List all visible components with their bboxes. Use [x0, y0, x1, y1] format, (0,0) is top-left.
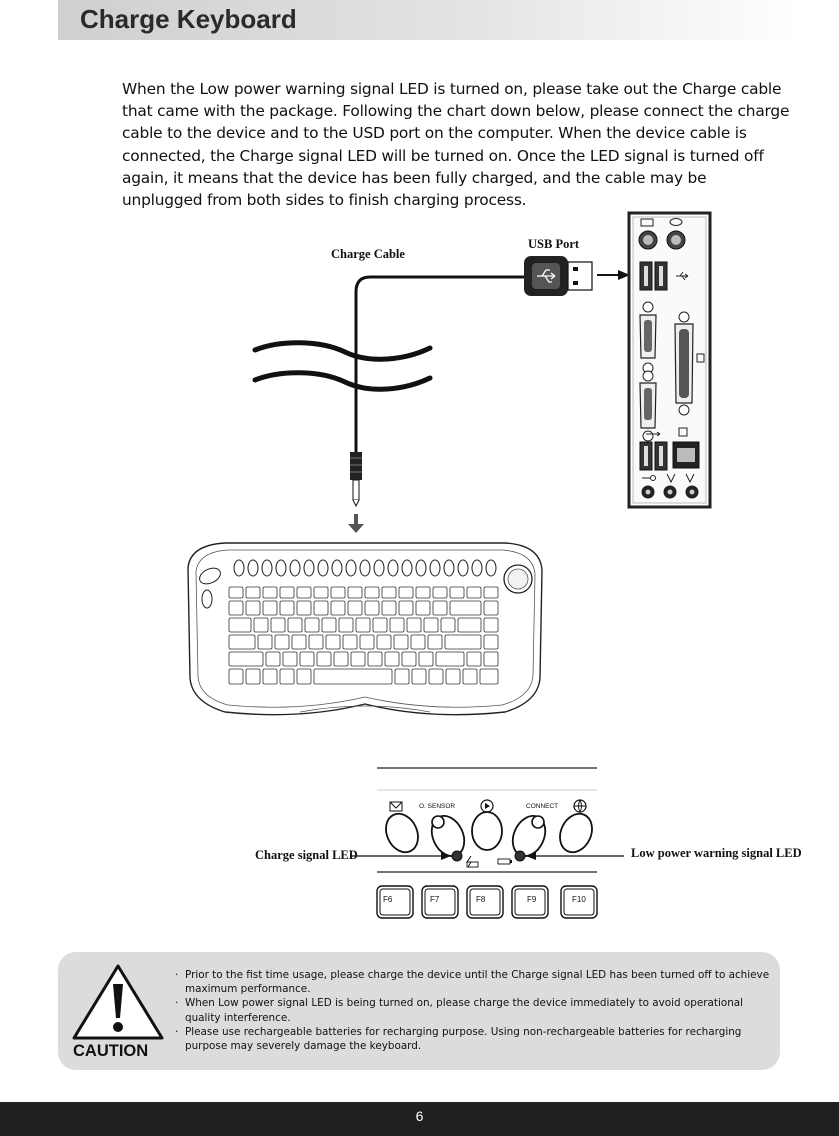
globe-icon	[574, 800, 586, 812]
fkey-f7: F7	[430, 895, 440, 904]
caution-note: · When Low power signal LED is being turned on, please charge the device immediately to avoid operational quality interference.	[175, 996, 775, 1024]
caution-note: · Prior to the fist time usage, please charge the device until the Charge signal LED has been turned off to achieve maximum performance.	[175, 968, 775, 996]
computer-back-panel	[629, 213, 710, 507]
fkey-row	[377, 886, 597, 918]
right-arrow-icon	[597, 270, 630, 280]
o-sensor-label: O. SENSOR	[419, 803, 456, 810]
connect-label: CONNECT	[526, 803, 559, 810]
charge-signal-led-label: Charge signal LED	[255, 848, 358, 862]
keyboard-illustration	[188, 543, 542, 715]
usb-plug-icon	[524, 256, 592, 296]
battery-icon	[498, 859, 512, 864]
led-detail-panel	[350, 768, 624, 918]
play-pause-icon	[481, 800, 493, 812]
cable-break-mark-top	[255, 343, 430, 360]
charge-cable-label: Charge Cable	[331, 247, 405, 261]
charge-signal-led	[452, 851, 462, 861]
fkey-f6: F6	[383, 895, 393, 904]
page-title: Charge Keyboard	[80, 4, 297, 34]
page-number: 6	[415, 1108, 424, 1124]
fkey-f8: F8	[476, 895, 486, 904]
low-power-led-label: Low power warning signal LED	[631, 846, 802, 860]
caution-note: · Please use rechargeable batteries for recharging purpose. Using non-rechargeable batteries for recharging purpose may severely damage the keyboard.	[175, 1025, 775, 1053]
down-arrow-icon	[348, 514, 364, 533]
usb-port-label: USB Port	[528, 237, 580, 251]
intro-paragraph: When the Low power warning signal LED is turned on, please take out the Charge cable that came with the package. Following the chart down below, please connect the charge cable to the device and to the USD port on the computer. When the device cable is connected, the Charge signal LED will be turned on. Once the LED signal is turned off again, it means that the device has been fully charged, and the cable may be unplugged from both sides to finish charging process.	[122, 80, 790, 210]
low-power-warning-led	[515, 851, 525, 861]
fkey-f10: F10	[572, 895, 586, 904]
cable-break-mark-bottom	[255, 373, 430, 390]
charge-cable	[356, 277, 524, 452]
caution-notes	[175, 968, 775, 1053]
jack-plug-icon	[350, 452, 362, 506]
warning-triangle-icon	[70, 962, 166, 1042]
caution-label: CAUTION	[73, 1042, 149, 1060]
fkey-f9: F9	[527, 895, 537, 904]
mail-icon	[390, 802, 402, 811]
charge-bolt-icon	[467, 856, 478, 867]
